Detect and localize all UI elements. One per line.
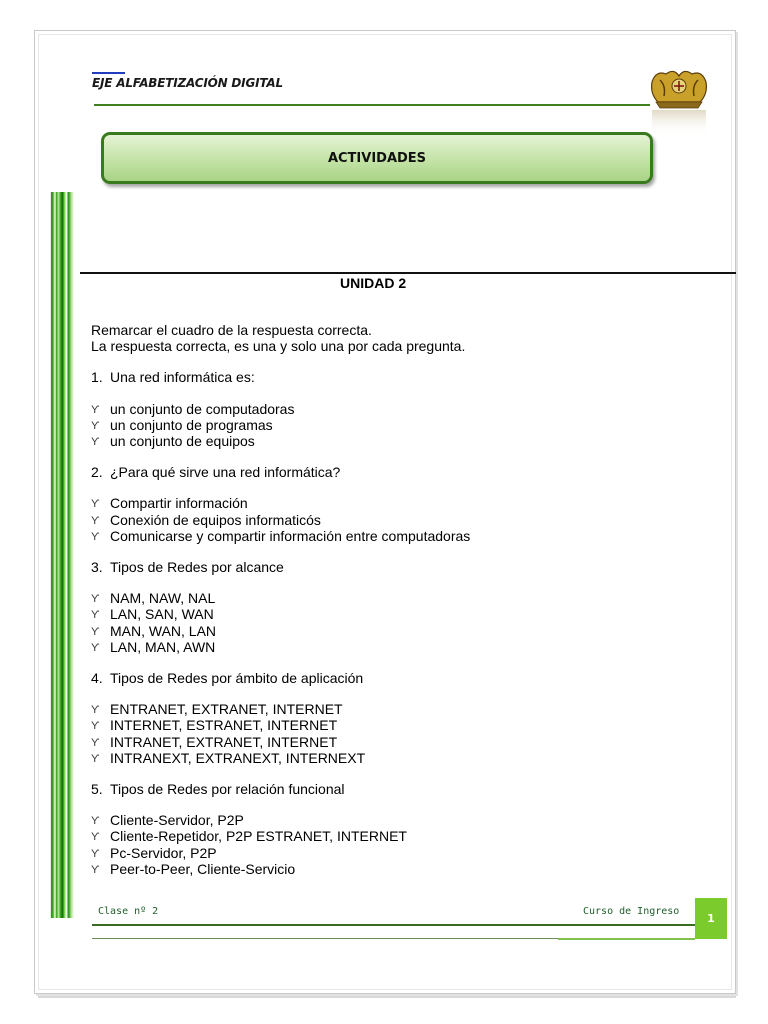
- answer-option[interactable]: ϒ NAM, NAW, NAL: [91, 590, 216, 607]
- answer-option[interactable]: ϒ Peer-to-Peer, Cliente-Servicio: [91, 860, 296, 877]
- answer-option[interactable]: ϒ Compartir información: [91, 495, 248, 512]
- header-accent-line: [92, 72, 125, 74]
- answer-option[interactable]: ϒ MAN, WAN, LAN: [91, 622, 217, 639]
- answer-option[interactable]: ϒ INTERNET, ESTRANET, INTERNET: [91, 717, 338, 734]
- question-4: 4. Tipos de Redes por ámbito de aplicación: [91, 670, 364, 687]
- option-bullet-icon: ϒ: [91, 403, 100, 416]
- answer-option[interactable]: ϒ Conexión de equipos informaticós: [91, 511, 321, 528]
- question-5: 5. Tipos de Redes por relación funcional: [91, 781, 345, 798]
- option-bullet-icon: ϒ: [91, 593, 100, 606]
- answer-option[interactable]: ϒ Pc-Servidor, P2P: [91, 844, 217, 861]
- answer-option[interactable]: ϒ ENTRANET, EXTRANET, INTERNET: [91, 701, 343, 718]
- decorative-side-stripes: [49, 192, 74, 918]
- footer-rule-thin: [92, 938, 558, 939]
- option-bullet-icon: ϒ: [91, 736, 100, 749]
- questionnaire: [91, 322, 691, 877]
- answer-option[interactable]: ϒ Cliente-Servidor, P2P: [91, 812, 244, 829]
- option-bullet-icon: ϒ: [91, 609, 100, 622]
- footer-course-label: Curso de Ingreso: [583, 906, 680, 917]
- footer-class-label: Clase nº 2: [98, 906, 159, 917]
- footer-rule-accent: [558, 938, 695, 940]
- option-bullet-icon: ϒ: [91, 436, 100, 449]
- answer-option[interactable]: ϒ LAN, SAN, WAN: [91, 606, 214, 623]
- answer-option[interactable]: ϒ un conjunto de programas: [91, 416, 273, 433]
- page-bottom-rule: [38, 996, 736, 998]
- answer-option[interactable]: ϒ INTRANEXT, EXTRANEXT, INTERNEXT: [91, 749, 366, 766]
- footer-rule: [92, 924, 695, 926]
- header-title: EJE ALFABETIZACIÓN DIGITAL: [92, 76, 283, 90]
- option-bullet-icon: ϒ: [91, 419, 100, 432]
- option-bullet-icon: ϒ: [91, 625, 100, 638]
- option-bullet-icon: ϒ: [91, 831, 100, 844]
- question-3: 3. Tipos de Redes por alcance: [91, 559, 284, 576]
- activities-title: ACTIVIDADES: [327, 151, 427, 166]
- option-bullet-icon: ϒ: [91, 530, 100, 543]
- option-bullet-icon: ϒ: [91, 720, 100, 733]
- answer-option[interactable]: ϒ LAN, MAN, AWN: [91, 638, 216, 655]
- option-bullet-icon: ϒ: [91, 498, 100, 511]
- crest-logo: [646, 66, 712, 138]
- activities-banner: [101, 132, 653, 184]
- answer-option[interactable]: ϒ INTRANET, EXTRANET, INTERNET: [91, 733, 338, 750]
- answer-option[interactable]: ϒ Comunicarse y compartir información entre computadoras: [91, 527, 471, 544]
- page-number-badge: 1: [695, 898, 727, 939]
- unit-title: UNIDAD 2: [340, 275, 407, 291]
- option-bullet-icon: ϒ: [91, 863, 100, 876]
- question-1: 1. Una red informática es:: [91, 369, 255, 386]
- answer-option[interactable]: ϒ un conjunto de computadoras: [91, 400, 295, 417]
- answer-option[interactable]: ϒ Cliente-Repetidor, P2P ESTRANET, INTERNET: [91, 828, 407, 845]
- option-bullet-icon: ϒ: [91, 704, 100, 717]
- option-bullet-icon: ϒ: [91, 514, 100, 527]
- unit-rule: [80, 272, 736, 274]
- instruction-line: La respuesta correcta, es una y solo una por cada pregunta.: [91, 338, 466, 355]
- option-bullet-icon: ϒ: [91, 752, 100, 765]
- header-rule: [94, 104, 650, 106]
- option-bullet-icon: ϒ: [91, 847, 100, 860]
- option-bullet-icon: ϒ: [91, 815, 100, 828]
- answer-option[interactable]: ϒ un conjunto de equipos: [91, 433, 255, 450]
- instruction-line: Remarcar el cuadro de la respuesta correcta.: [91, 322, 372, 338]
- option-bullet-icon: ϒ: [91, 641, 100, 654]
- question-2: 2. ¿Para qué sirve una red informática?: [91, 464, 341, 481]
